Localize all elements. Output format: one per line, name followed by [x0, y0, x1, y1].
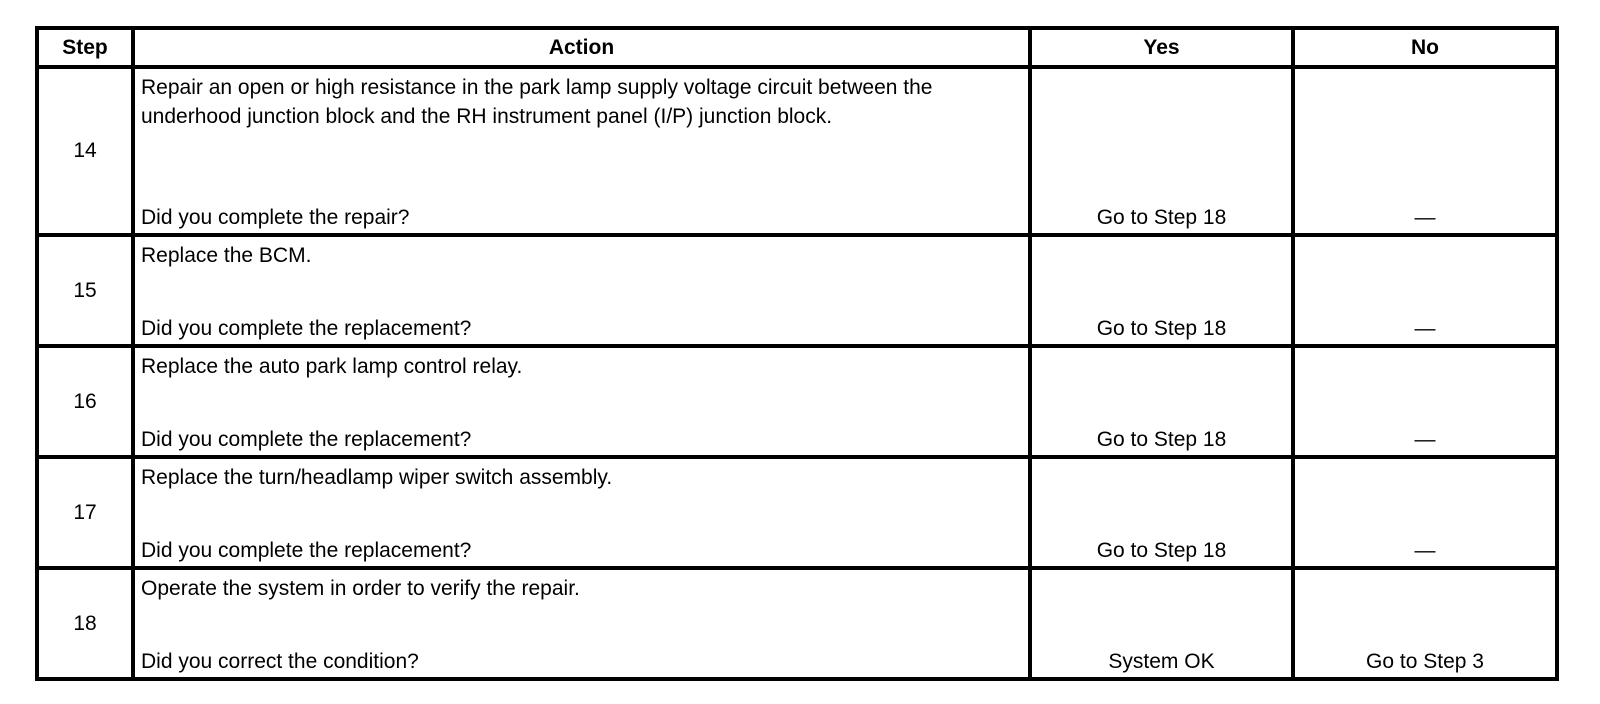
- yes-result: System OK: [1030, 568, 1293, 679]
- action-question: Did you complete the replacement?: [141, 316, 472, 340]
- no-result: —: [1293, 67, 1557, 235]
- action-cell: [133, 346, 1030, 457]
- yes-result: Go to Step 18: [1030, 457, 1293, 568]
- no-result: —: [1293, 346, 1557, 457]
- header-step: Step: [37, 28, 133, 67]
- yes-result: Go to Step 18: [1030, 67, 1293, 235]
- table-row: [37, 67, 1557, 235]
- yes-result: Go to Step 18: [1030, 346, 1293, 457]
- header-action: Action: [133, 28, 1030, 67]
- header-yes: Yes: [1030, 28, 1293, 67]
- action-instruction: Repair an open or high resistance in the park lamp supply voltage circuit between the underhood junction block and the RH instrument panel (I/P) junction block.: [141, 76, 933, 128]
- action-instruction: Replace the BCM.: [141, 243, 312, 267]
- action-question: Did you complete the replacement?: [141, 538, 472, 562]
- step-number: 17: [37, 457, 133, 568]
- action-cell: [133, 457, 1030, 568]
- table-row: [37, 457, 1557, 568]
- step-number: 14: [37, 67, 133, 235]
- action-cell: [133, 235, 1030, 346]
- table-row: [37, 568, 1557, 679]
- action-instruction: Replace the auto park lamp control relay.: [141, 354, 523, 378]
- table-header-row: [37, 28, 1557, 67]
- action-question: Did you complete the replacement?: [141, 427, 472, 451]
- no-result: Go to Step 3: [1293, 568, 1557, 679]
- action-cell: [133, 568, 1030, 679]
- step-number: 16: [37, 346, 133, 457]
- no-result: —: [1293, 457, 1557, 568]
- action-question: Did you correct the condition?: [141, 650, 419, 673]
- table-row: [37, 235, 1557, 346]
- step-number: 15: [37, 235, 133, 346]
- action-cell: [133, 67, 1030, 235]
- action-instruction: Operate the system in order to verify the repair.: [141, 576, 580, 600]
- table-row: [37, 346, 1557, 457]
- diagnostic-steps-table: [35, 26, 1559, 681]
- step-number: 18: [37, 568, 133, 679]
- no-result: —: [1293, 235, 1557, 346]
- action-instruction: Replace the turn/headlamp wiper switch assembly.: [141, 465, 613, 489]
- header-no: No: [1293, 28, 1557, 67]
- yes-result: Go to Step 18: [1030, 235, 1293, 346]
- action-question: Did you complete the repair?: [141, 205, 410, 229]
